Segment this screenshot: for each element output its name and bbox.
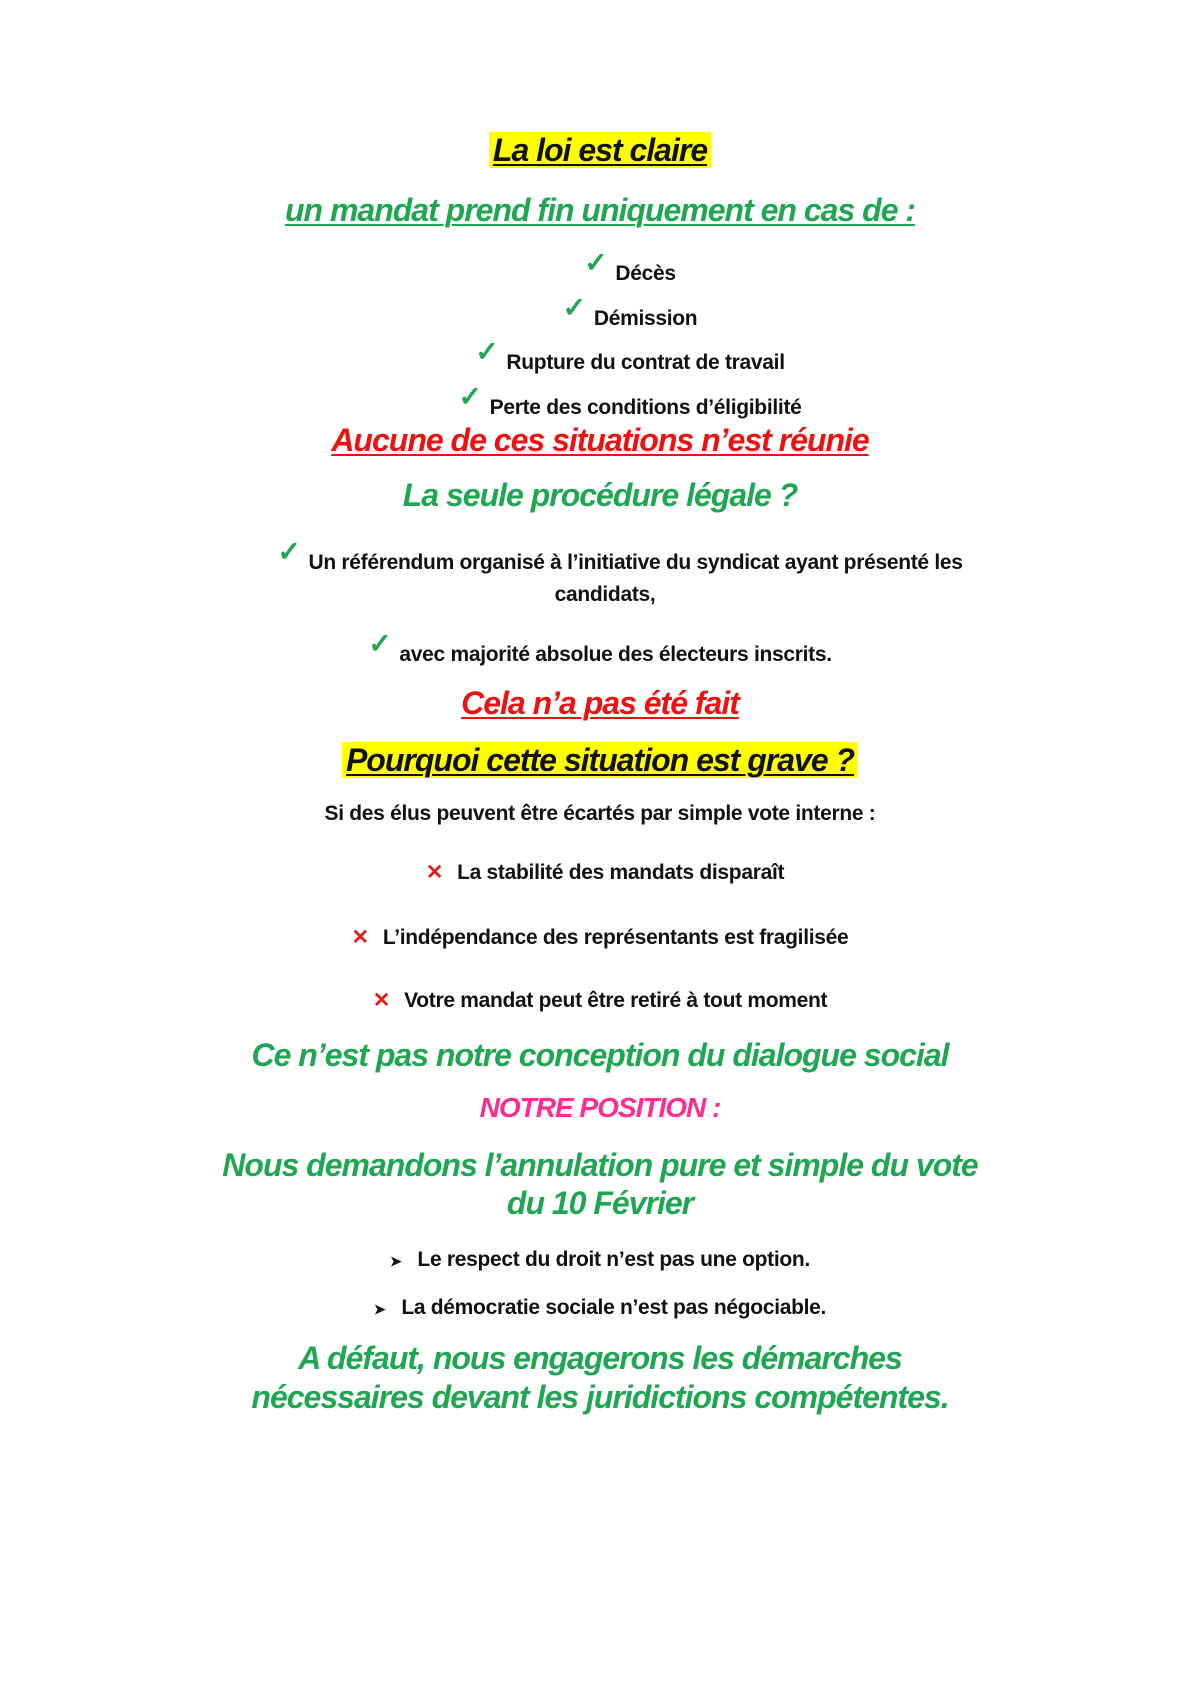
demand-line: Nous demandons l’annulation pure et simple du vote — [222, 1147, 978, 1183]
list-item: ✕ La stabilité des mandats disparaît — [425, 861, 785, 884]
check-icon: ✓ — [458, 381, 482, 412]
arrow-icon: ➤ — [373, 1301, 386, 1317]
cross-icon: ✕ — [425, 861, 444, 884]
check-icon: ✓ — [368, 628, 392, 659]
list-item: ➤ La démocratie sociale n’est pas négociable. — [373, 1296, 827, 1319]
list-item: ✕ Votre mandat peut être retiré à tout moment — [372, 989, 828, 1012]
subtitle: un mandat prend fin uniquement en cas de : — [284, 192, 916, 228]
position-label: NOTRE POSITION : — [479, 1092, 721, 1123]
conception-heading: Ce n’est pas notre conception du dialogue social — [251, 1037, 949, 1073]
list-item: ✓ Perte des conditions d’éligibilité — [458, 381, 802, 419]
title: La loi est claire — [0, 128, 1200, 172]
intro-text: Si des élus peuvent être écartés par simple vote interne : — [324, 802, 876, 825]
list-item: ✓ Rupture du contrat de travail — [475, 336, 785, 374]
cross-icon: ✕ — [351, 926, 369, 949]
none-met-heading: Aucune de ces situations n’est réunie — [331, 422, 869, 458]
check-icon: ✓ — [277, 536, 301, 567]
why-grave-heading: Pourquoi cette situation est grave ? — [0, 738, 1200, 782]
check-icon: ✓ — [475, 336, 499, 367]
closing-line: A défaut, nous engagerons les démarches — [298, 1340, 902, 1376]
check-icon: ✓ — [584, 247, 608, 278]
not-done-heading: Cela n’a pas été fait — [461, 685, 739, 721]
arrow-icon: ➤ — [389, 1253, 402, 1269]
procedure-line: ✓ avec majorité absolue des électeurs inscrits. — [368, 628, 832, 666]
closing-line: nécessaires devant les juridictions compétentes. — [251, 1379, 949, 1415]
legal-question-heading: La seule procédure légale ? — [402, 477, 798, 513]
list-item: ✕ L’indépendance des représentants est fragilisée — [351, 926, 849, 949]
procedure-line: candidats, — [554, 583, 656, 606]
demand-line: du 10 Février — [506, 1185, 694, 1221]
list-item: ➤ Le respect du droit n’est pas une option. — [389, 1248, 810, 1271]
cross-icon: ✕ — [372, 989, 391, 1012]
list-item: ✓ Décès — [584, 247, 676, 285]
list-item: ✓ Démission — [562, 292, 698, 330]
check-icon: ✓ — [562, 292, 586, 323]
procedure-line: ✓ Un référendum organisé à l’initiative du syndicat ayant présenté les — [277, 536, 963, 574]
